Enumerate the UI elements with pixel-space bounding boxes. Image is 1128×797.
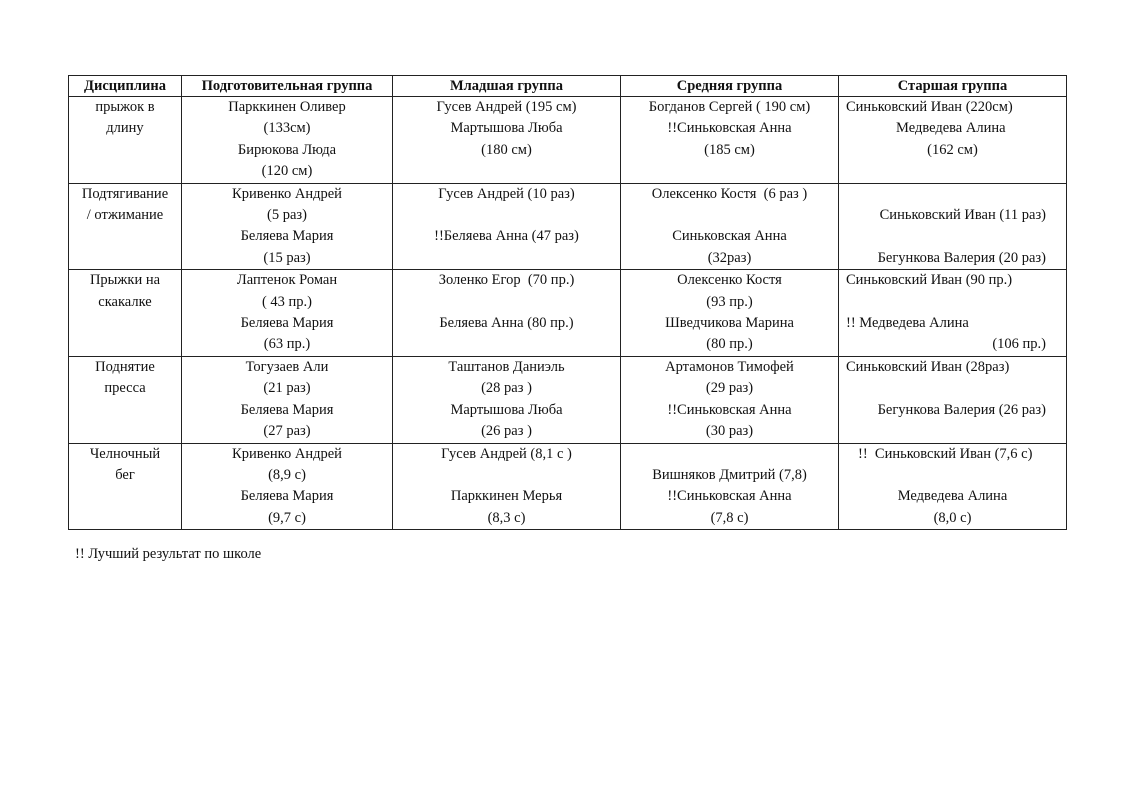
middle-cell: Олексенко Костя (93 пр.) Шведчикова Марина (80 пр.) (621, 270, 839, 357)
discipline-cell: Поднятие пресса (69, 356, 182, 443)
prep-cell: Тогузаев Али (21 раз) Беляева Мария (27 раз) (182, 356, 393, 443)
senior-cell: Синьковский Иван (11 раз) Бегункова Валерия (20 раз) (839, 183, 1067, 270)
prep-cell: Парккинен Оливер (133см) Бирюкова Люда (120 см) (182, 97, 393, 184)
prep-cell: Кривенко Андрей (5 раз) Беляева Мария (15 раз) (182, 183, 393, 270)
results-table (68, 75, 1067, 530)
prep-cell: Кривенко Андрей (8,9 с) Беляева Мария (9,7 с) (182, 443, 393, 530)
prep-cell: Лаптенок Роман ( 43 пр.) Беляева Мария (63 пр.) (182, 270, 393, 357)
junior-cell: Гусев Андрей (195 см) Мартышова Люба (180 см) (393, 97, 621, 184)
senior-cell: !! Синьковский Иван (7,6 с) Медведева Алина (8,0 с) (839, 443, 1067, 530)
header-prep-group: Подготовительная группа (182, 76, 393, 97)
table-row (69, 443, 1067, 530)
senior-cell: Синьковский Иван (28раз) Бегункова Валерия (26 раз) (839, 356, 1067, 443)
junior-cell: Золенко Егор (70 пр.) Беляева Анна (80 пр.) (393, 270, 621, 357)
middle-cell: Олексенко Костя (6 раз ) Синьковская Анна (32раз) (621, 183, 839, 270)
header-senior-group: Старшая группа (839, 76, 1067, 97)
footnote: !! Лучший результат по школе (75, 546, 262, 562)
middle-cell: Артамонов Тимофей (29 раз) !!Синьковская Анна (30 раз) (621, 356, 839, 443)
header-junior-group: Младшая группа (393, 76, 621, 97)
discipline-cell: Прыжки на скакалке (69, 270, 182, 357)
junior-cell: Таштанов Даниэль (28 раз ) Мартышова Люба (26 раз ) (393, 356, 621, 443)
header-middle-group: Средняя группа (621, 76, 839, 97)
header-discipline: Дисциплина (69, 76, 182, 97)
senior-cell: Синьковский Иван (90 пр.) !! Медведева Алина (106 пр.) (839, 270, 1067, 357)
junior-cell: Гусев Андрей (8,1 с ) Парккинен Мерья (8,3 с) (393, 443, 621, 530)
table-row (69, 97, 1067, 184)
discipline-cell: Челночный бег (69, 443, 182, 530)
junior-cell: Гусев Андрей (10 раз) !!Беляева Анна (47 раз) (393, 183, 621, 270)
table-row (69, 270, 1067, 357)
discipline-cell: прыжок в длину (69, 97, 182, 184)
middle-cell: Вишняков Дмитрий (7,8) !!Синьковская Анна (7,8 с) (621, 443, 839, 530)
discipline-cell: Подтягивание / отжимание (69, 183, 182, 270)
header-row (69, 76, 1067, 97)
senior-cell: Синьковский Иван (220см) Медведева Алина (162 см) (839, 97, 1067, 184)
middle-cell: Богданов Сергей ( 190 см) !!Синьковская Анна (185 см) (621, 97, 839, 184)
table-row (69, 356, 1067, 443)
table-row (69, 183, 1067, 270)
